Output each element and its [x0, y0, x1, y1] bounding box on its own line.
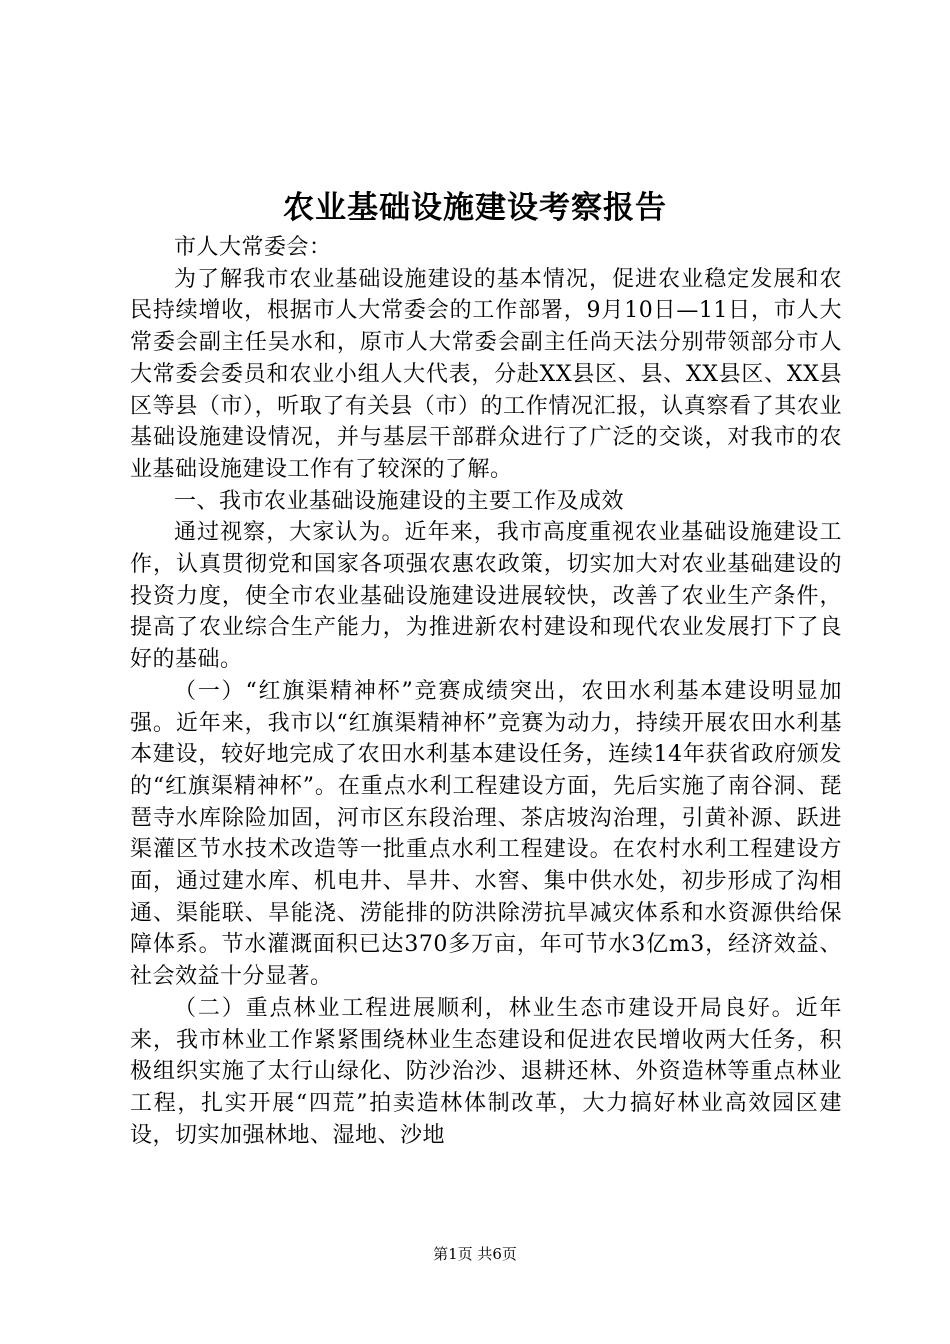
document-title: 农业基础设施建设考察报告	[283, 190, 667, 226]
salutation: 市人大常委会：	[174, 235, 332, 260]
paragraph-intro: 为了解我市农业基础设施建设的基本情况，促进农业稳定发展和农民持续增收，根据市人大常委会的工作部署，9月10日—11日，市人大常委会副主任吴水和，原市人大常委会副主任尚天法分别带领部分市人大常委会委员和农业小组人大代表，分赴XX县区、县、XX县区、XX县区等县（市），听取了有关县（市）的工作情况汇报，认真察看了其农业基础设施建设情况，并与基层干部群众进行了广泛的交谈，对我市的农业基础设施建设工作有了较深的了解。	[130, 266, 842, 482]
paragraph-overview: 通过视察，大家认为。近年来，我市高度重视农业基础设施建设工作，认真贯彻党和国家各项强农惠农政策，切实加大对农业基础建设的投资力度，使全市农业基础设施建设进展较快，改善了农业生产条件，提高了农业综合生产能力，为推进新农村建设和现代农业发展打下了良好的基础。	[130, 520, 842, 673]
paragraph-water-conservancy: （一）“红旗渠精神杯”竞赛成绩突出，农田水利基本建设明显加强。近年来，我市以“红旗渠精神杯”竞赛为动力，持续开展农田水利基本建设，较好地完成了农田水利基本建设任务，连续14年获省政府颁发的“红旗渠精神杯”。在重点水利工程建设方面，先后实施了南谷洞、琵琶寺水库除险加固，河市区东段治理、茶店坡沟治理，引黄补源、跃进渠灌区节水技术改造等一批重点水利工程建设。在农村水利工程建设方面，通过建水库、机电井、旱井、水窖、集中供水处，初步形成了沟相通、渠能联、旱能浇、涝能排的防洪除涝抗旱减灾体系和水资源供给保障体系。节水灌溉面积已达370多万亩，年可节水3亿m3，经济效益、社会效益十分显著。	[130, 678, 842, 990]
document-body	[130, 232, 842, 1151]
page-number: 第1页 共6页	[433, 1245, 517, 1263]
section-heading-1: 一、我市农业基础设施建设的主要工作及成效	[174, 488, 625, 514]
paragraph-forestry: （二）重点林业工程进展顺利，林业生态市建设开局良好。近年来，我市林业工作紧紧围绕林业生态建设和促进农民增收两大任务，积极组织实施了太行山绿化、防沙治沙、退耕还林、外资造林等重点林业工程，扎实开展“四荒”拍卖造林体制改革，大力搞好林业高效园区建设，切实加强林地、湿地、沙地	[130, 995, 842, 1148]
